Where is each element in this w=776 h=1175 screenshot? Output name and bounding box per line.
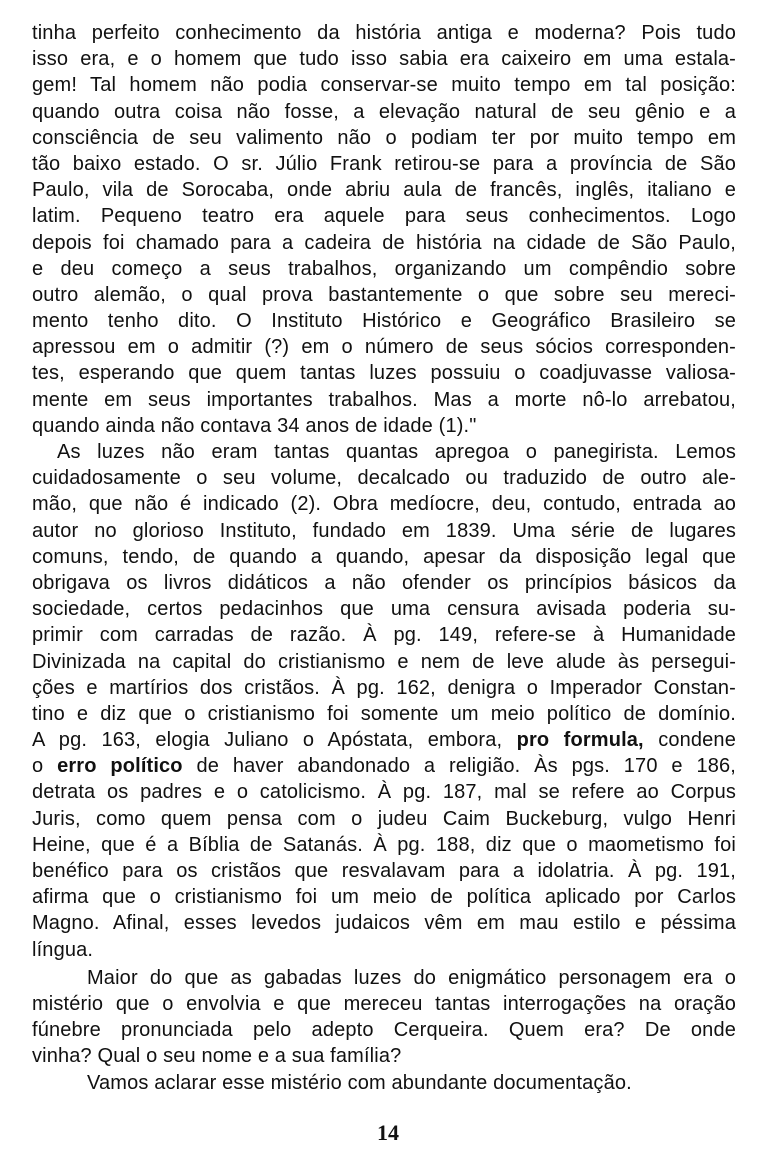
text-line: Juris, como quem pensa com o judeu Caim Buckeburg, vulgo Henri — [32, 807, 736, 830]
text-line: latim. Pequeno teatro era aquele para seus conhecimentos. Logo — [32, 205, 736, 228]
paragraph-4 — [32, 1070, 736, 1096]
paragraph-3 — [32, 965, 736, 1070]
text-line: Magno. Afinal, esses levedos judaicos vêm em mau estilo e péssima — [32, 912, 736, 935]
text-line: Paulo, vila de Sorocaba, onde abriu aula de francês, inglês, italiano e — [32, 179, 736, 202]
text-line: autor no glorioso Instituto, fundado em 1839. Uma série de lugares — [32, 519, 736, 542]
text-line: outro alemão, o qual prova bastantemente o que sobre seu mereci- — [32, 283, 736, 306]
text-line: depois foi chamado para a cadeira de história na cidade de São Paulo, — [32, 231, 736, 254]
bold-term-erro-politico: erro político — [57, 755, 183, 778]
text-line: tinha perfeito conhecimento da história antiga e moderna? Pois tudo — [32, 22, 736, 44]
page-body — [32, 20, 736, 1096]
text-line: benéfico para os cristãos que resvalavam para a idolatria. À pg. 191, — [32, 860, 736, 882]
bold-term-pro-formula: pro formula, — [516, 729, 644, 752]
text-line: tão baixo estado. O sr. Júlio Frank retirou-se para a província de São — [32, 152, 736, 175]
text-line: Vamos aclarar esse mistério com abundante documentação. — [87, 1071, 632, 1094]
text-line: consciência de seu valimento não o podiam ter por muito tempo em — [32, 126, 736, 149]
text-run: o — [32, 755, 44, 778]
text-line: língua. — [32, 938, 94, 961]
paragraph-1 — [32, 20, 736, 439]
text-line: afirma que o cristianismo foi um meio de política aplicado por Carlos — [32, 886, 736, 909]
text-line: mente em seus importantes trabalhos. Mas a morte nô-lo arrebatou, — [32, 388, 736, 411]
paragraph-2 — [32, 439, 736, 963]
text-line: mento tenho dito. O Instituto Histórico e Geográfico Brasileiro se — [32, 310, 736, 333]
text-line: gem! Tal homem não podia conservar-se muito tempo em tal posição: — [32, 74, 736, 97]
text-line: isso era, e o homem que tudo isso sabia era caixeiro em uma estala- — [32, 48, 736, 71]
text-line: comuns, tendo, de quando a quando, apesar da disposição legal que — [32, 545, 736, 568]
text-line: tes, esperando que quem tantas luzes possuiu o coadjuvasse valiosa- — [32, 362, 736, 385]
text-line: mistério que o envolvia e que mereceu tantas interrogações na oração — [32, 992, 736, 1015]
text-line: Maior do que as gabadas luzes do enigmático personagem era o — [87, 966, 736, 989]
text-line: Divinizada na capital do cristianismo e nem de leve alude às persegui- — [32, 650, 736, 673]
text-line: apressou em o admitir (?) em o número de seus sócios corresponden- — [32, 336, 736, 359]
text-run: condene — [658, 729, 736, 752]
text-line: mão, que não é indicado (2). Obra medíocre, deu, contudo, entrada ao — [32, 493, 736, 516]
text-line: e deu começo a seus trabalhos, organizando um compêndio sobre — [32, 257, 736, 280]
text-run: A pg. 163, elogia Juliano o Apóstata, embora, — [32, 729, 503, 752]
text-line: quando ainda não contava 34 anos de idade (1)." — [32, 414, 477, 437]
text-line: vinha? Qual o seu nome e a sua família? — [32, 1045, 402, 1068]
text-line: Heine, que é a Bíblia de Satanás. À pg. 188, diz que o maometismo foi — [32, 833, 736, 856]
text-line — [32, 727, 736, 753]
page-number: 14 — [377, 1120, 399, 1145]
text-line: ções e martírios dos cristãos. À pg. 162, denigra o Imperador Constan- — [32, 676, 736, 699]
text-line: quando outra coisa não fosse, a elevação natural de seu gênio e a — [32, 100, 736, 123]
text-line: obrigava os livros didáticos a não ofender os princípios básicos da — [32, 571, 736, 594]
text-line: sociedade, certos pedacinhos que uma censura avisada poderia su- — [32, 598, 736, 621]
text-line: tino e diz que o cristianismo foi somente um meio político de domínio. — [32, 702, 736, 725]
text-line: As luzes não eram tantas quantas apregoa o panegirista. Lemos — [57, 441, 736, 463]
text-line: detrata os padres e o catolicismo. À pg. 187, mal se refere ao Corpus — [32, 781, 736, 804]
text-run: de haver abandonado a religião. Às pgs. 170 e 186, — [196, 755, 736, 778]
text-line: cuidadosamente o seu volume, decalcado ou traduzido de outro ale- — [32, 467, 736, 490]
text-line: primir com carradas de razão. À pg. 149, refere-se à Humanidade — [32, 624, 736, 647]
text-line: fúnebre pronunciada pelo adepto Cerqueira. Quem era? De onde — [32, 1019, 736, 1042]
text-line — [32, 753, 736, 779]
